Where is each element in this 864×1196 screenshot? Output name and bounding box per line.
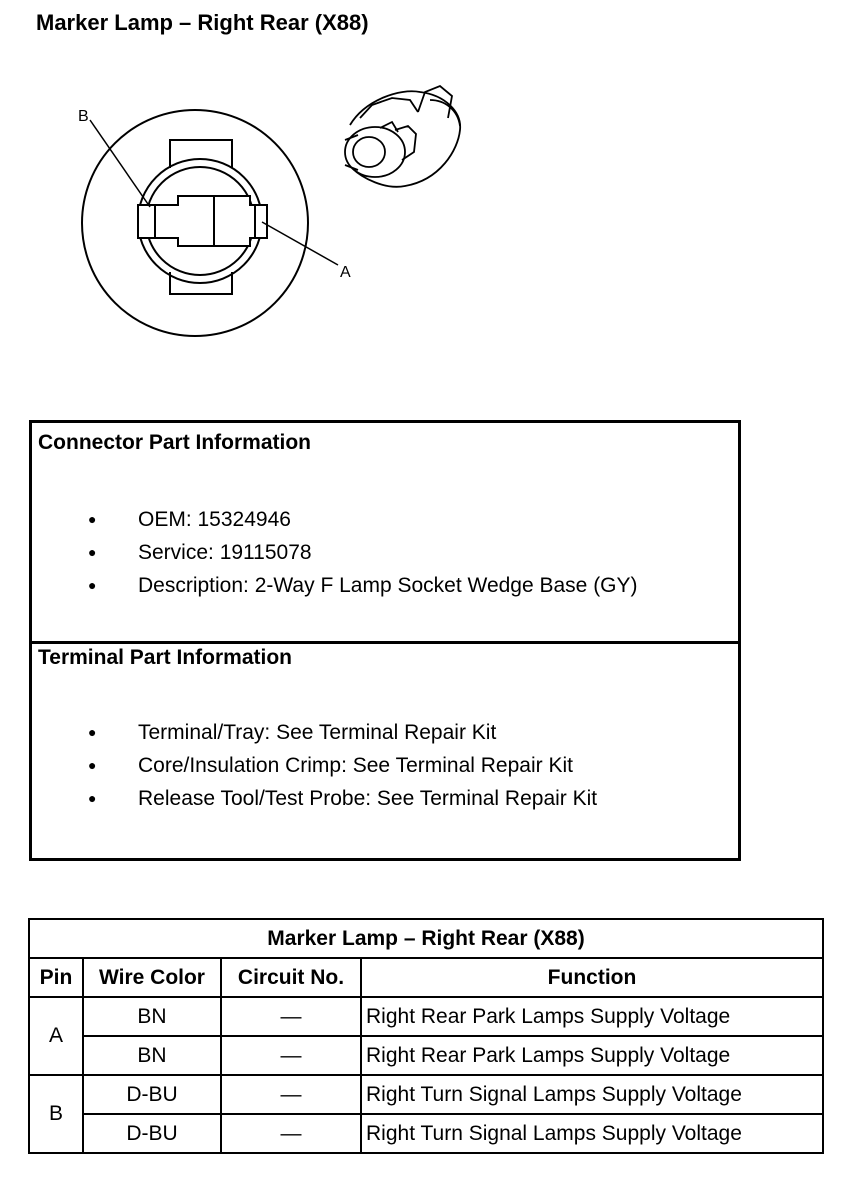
pin-table bbox=[28, 918, 824, 1154]
list-item: ● Release Tool/Test Probe: See Terminal Repair Kit bbox=[88, 782, 597, 815]
terminal-info-box bbox=[29, 638, 741, 861]
circuit-cell: — bbox=[221, 1114, 361, 1153]
pin-table-header-row bbox=[29, 958, 823, 997]
function-cell: Right Rear Park Lamps Supply Voltage bbox=[361, 1036, 823, 1075]
leader-a bbox=[262, 222, 338, 265]
terminal-info-list bbox=[88, 716, 597, 815]
connector-info-heading: Connector Part Information bbox=[38, 431, 312, 454]
pin-a-cell: A bbox=[29, 997, 83, 1075]
connector-info-box bbox=[29, 420, 741, 644]
wire-color-cell: BN bbox=[83, 997, 221, 1036]
circuit-cell: — bbox=[221, 1036, 361, 1075]
callout-a: A bbox=[340, 264, 351, 281]
connector-info-list bbox=[88, 503, 638, 602]
list-item: ● Description: 2-Way F Lamp Socket Wedge Base (GY) bbox=[88, 569, 638, 602]
function-cell: Right Turn Signal Lamps Supply Voltage bbox=[361, 1075, 823, 1114]
wire-color-cell: D-BU bbox=[83, 1114, 221, 1153]
header-pin: Pin bbox=[29, 958, 83, 997]
function-cell: Right Rear Park Lamps Supply Voltage bbox=[361, 997, 823, 1036]
callout-b: B bbox=[78, 108, 89, 125]
wire-color-cell: D-BU bbox=[83, 1075, 221, 1114]
table-row bbox=[29, 1114, 823, 1153]
list-item: ● Service: 19115078 bbox=[88, 536, 638, 569]
connector-diagram bbox=[0, 0, 864, 400]
header-function: Function bbox=[361, 958, 823, 997]
wire-color-cell: BN bbox=[83, 1036, 221, 1075]
terminal-info-heading: Terminal Part Information bbox=[38, 646, 292, 669]
circuit-cell: — bbox=[221, 997, 361, 1036]
table-row bbox=[29, 1036, 823, 1075]
table-row bbox=[29, 997, 823, 1036]
table-row bbox=[29, 1075, 823, 1114]
page-title: Marker Lamp – Right Rear (X88) bbox=[36, 10, 369, 35]
circuit-cell: — bbox=[221, 1075, 361, 1114]
list-item: ● Terminal/Tray: See Terminal Repair Kit bbox=[88, 716, 597, 749]
socket-perspective bbox=[345, 86, 460, 187]
header-wire-color: Wire Color bbox=[83, 958, 221, 997]
header-circuit-no: Circuit No. bbox=[221, 958, 361, 997]
list-item: ● OEM: 15324946 bbox=[88, 503, 638, 536]
function-cell: Right Turn Signal Lamps Supply Voltage bbox=[361, 1114, 823, 1153]
pin-table-caption: Marker Lamp – Right Rear (X88) bbox=[29, 919, 823, 958]
list-item: ● Core/Insulation Crimp: See Terminal Repair Kit bbox=[88, 749, 597, 782]
pin-b-cell: B bbox=[29, 1075, 83, 1153]
